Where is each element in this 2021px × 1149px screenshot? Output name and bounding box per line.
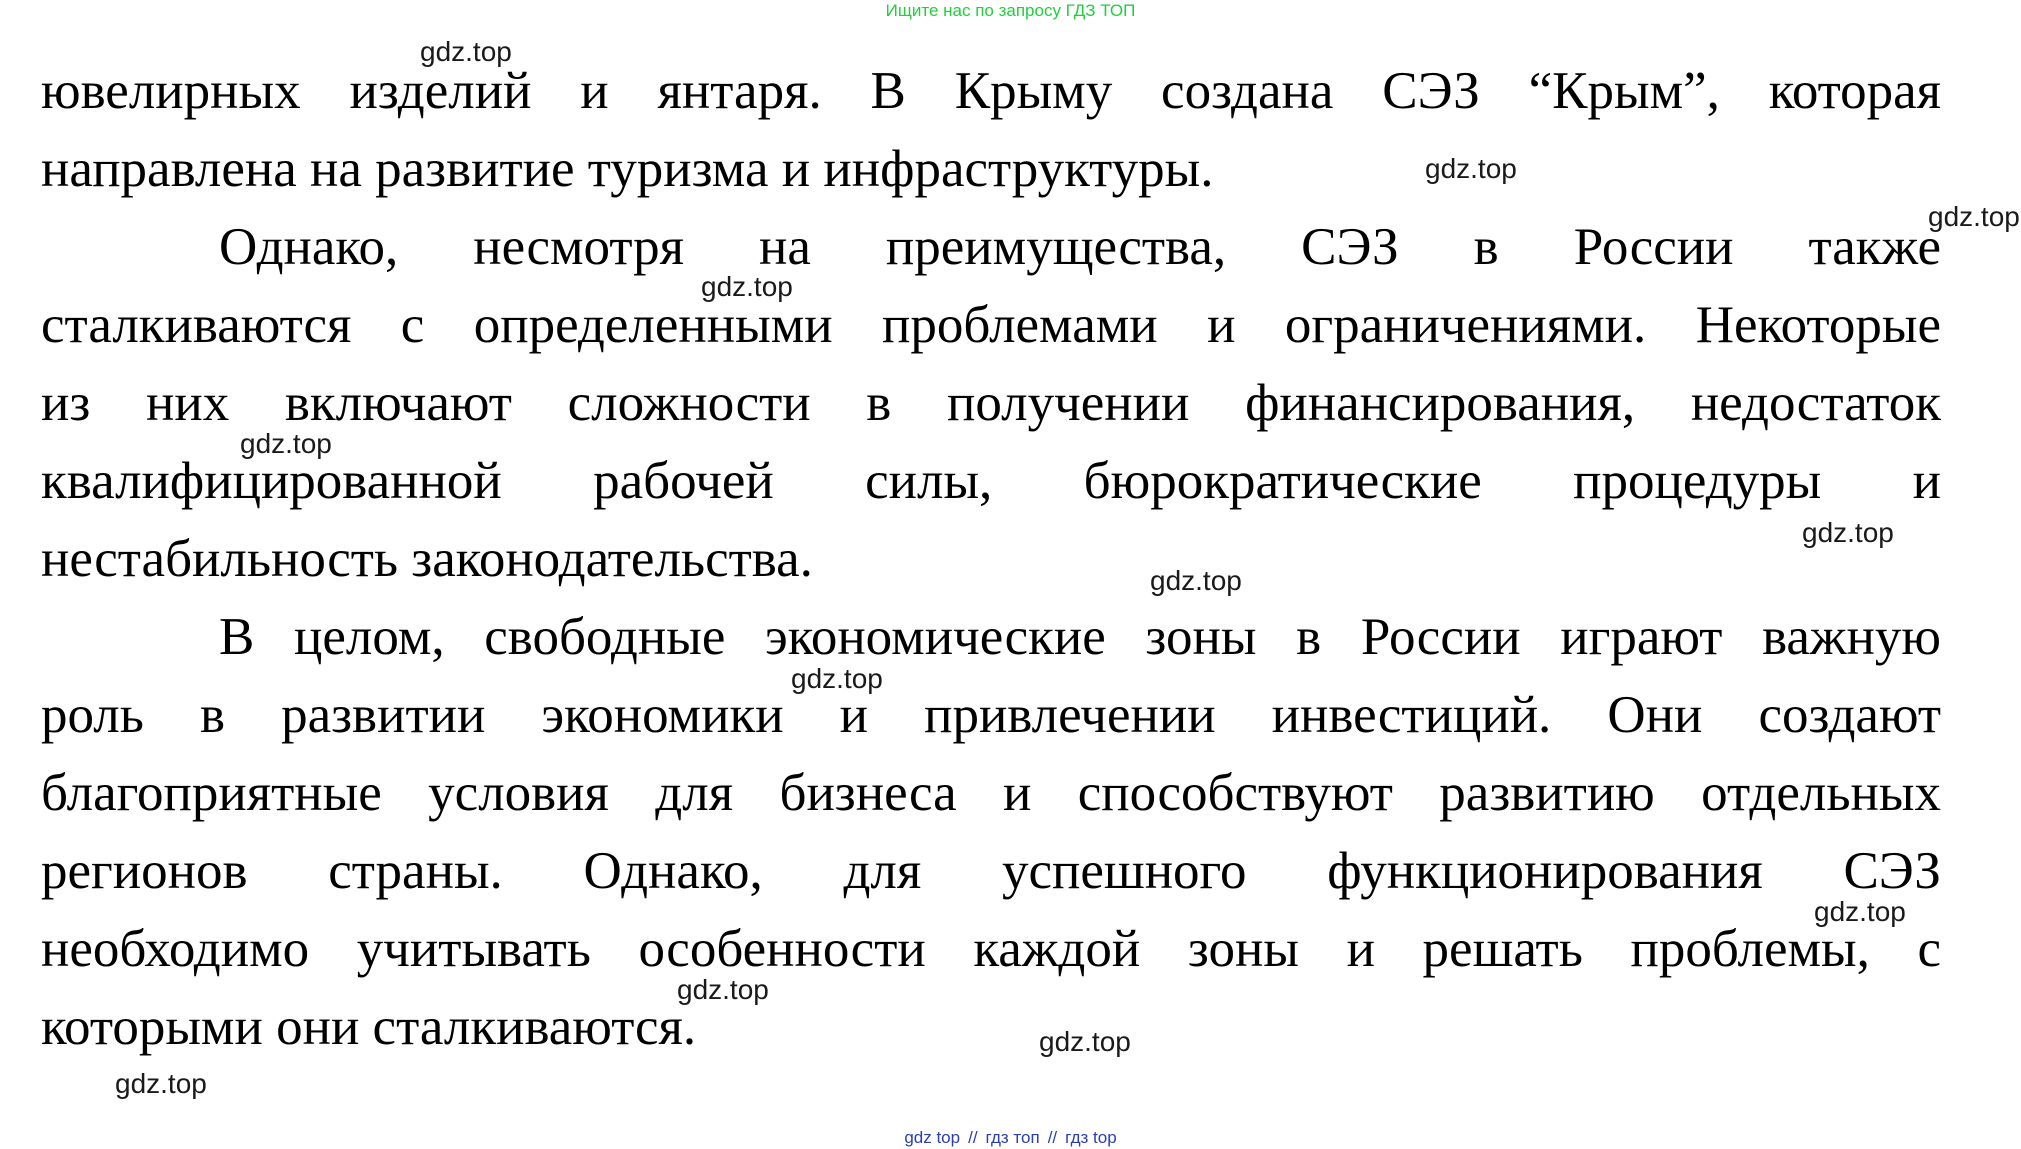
text-line: квалифицированной рабочей силы, бюрократические процедуры и — [41, 452, 1941, 510]
watermark: gdz.top — [791, 663, 883, 694]
text-line: Однако, несмотря на преимущества, СЭЗ в России также — [219, 218, 1941, 276]
watermark: gdz.top — [420, 36, 512, 67]
text-line: сталкиваются с определенными проблемами и ограничениями. Некоторые — [41, 296, 1941, 354]
watermark: gdz.top — [1802, 517, 1894, 548]
watermark: gdz.top — [1039, 1026, 1131, 1057]
text-line: необходимо учитывать особенности каждой зоны и решать проблемы, с — [41, 920, 1941, 978]
watermark: gdz.top — [701, 271, 793, 302]
text-line: ювелирных изделий и янтаря. В Крыму создана СЭЗ “Крым”, которая — [41, 62, 1941, 120]
watermark: gdz.top — [240, 428, 332, 459]
footer-links — [0, 1128, 2021, 1148]
text-line: направлена на развитие туризма и инфраструктуры. — [41, 140, 1214, 198]
footer-separator: // — [1047, 1128, 1058, 1147]
watermark: gdz.top — [1928, 201, 2020, 232]
text-line: роль в развитии экономики и привлечении инвестиций. Они создают — [41, 686, 1941, 744]
text-line: нестабильность законодательства. — [41, 530, 813, 588]
footer-separator: // — [968, 1128, 978, 1147]
text-line: благоприятные условия для бизнеса и способствуют развитию отдельных — [41, 764, 1941, 822]
footer-link-gdz-top[interactable]: gdz top — [904, 1128, 961, 1147]
text-line: регионов страны. Однако, для успешного функционирования СЭЗ — [41, 842, 1941, 900]
watermark: gdz.top — [1425, 153, 1517, 184]
footer-link-gdz-top-ru[interactable]: гдз топ — [985, 1128, 1040, 1147]
watermark: gdz.top — [1150, 565, 1242, 596]
document-body — [41, 52, 1941, 1066]
watermark: gdz.top — [115, 1068, 207, 1099]
text-line: из них включают сложности в получении финансирования, недостаток — [41, 374, 1941, 432]
watermark: gdz.top — [677, 974, 769, 1005]
footer-link-gdz-top-mixed[interactable]: гдз top — [1065, 1128, 1117, 1147]
text-line: В целом, свободные экономические зоны в России играют важную — [219, 608, 1941, 666]
text-line: которыми они сталкиваются. — [41, 998, 697, 1056]
watermark: gdz.top — [1814, 896, 1906, 927]
search-banner: Ищите нас по запросу ГДЗ ТОП — [885, 1, 1136, 20]
